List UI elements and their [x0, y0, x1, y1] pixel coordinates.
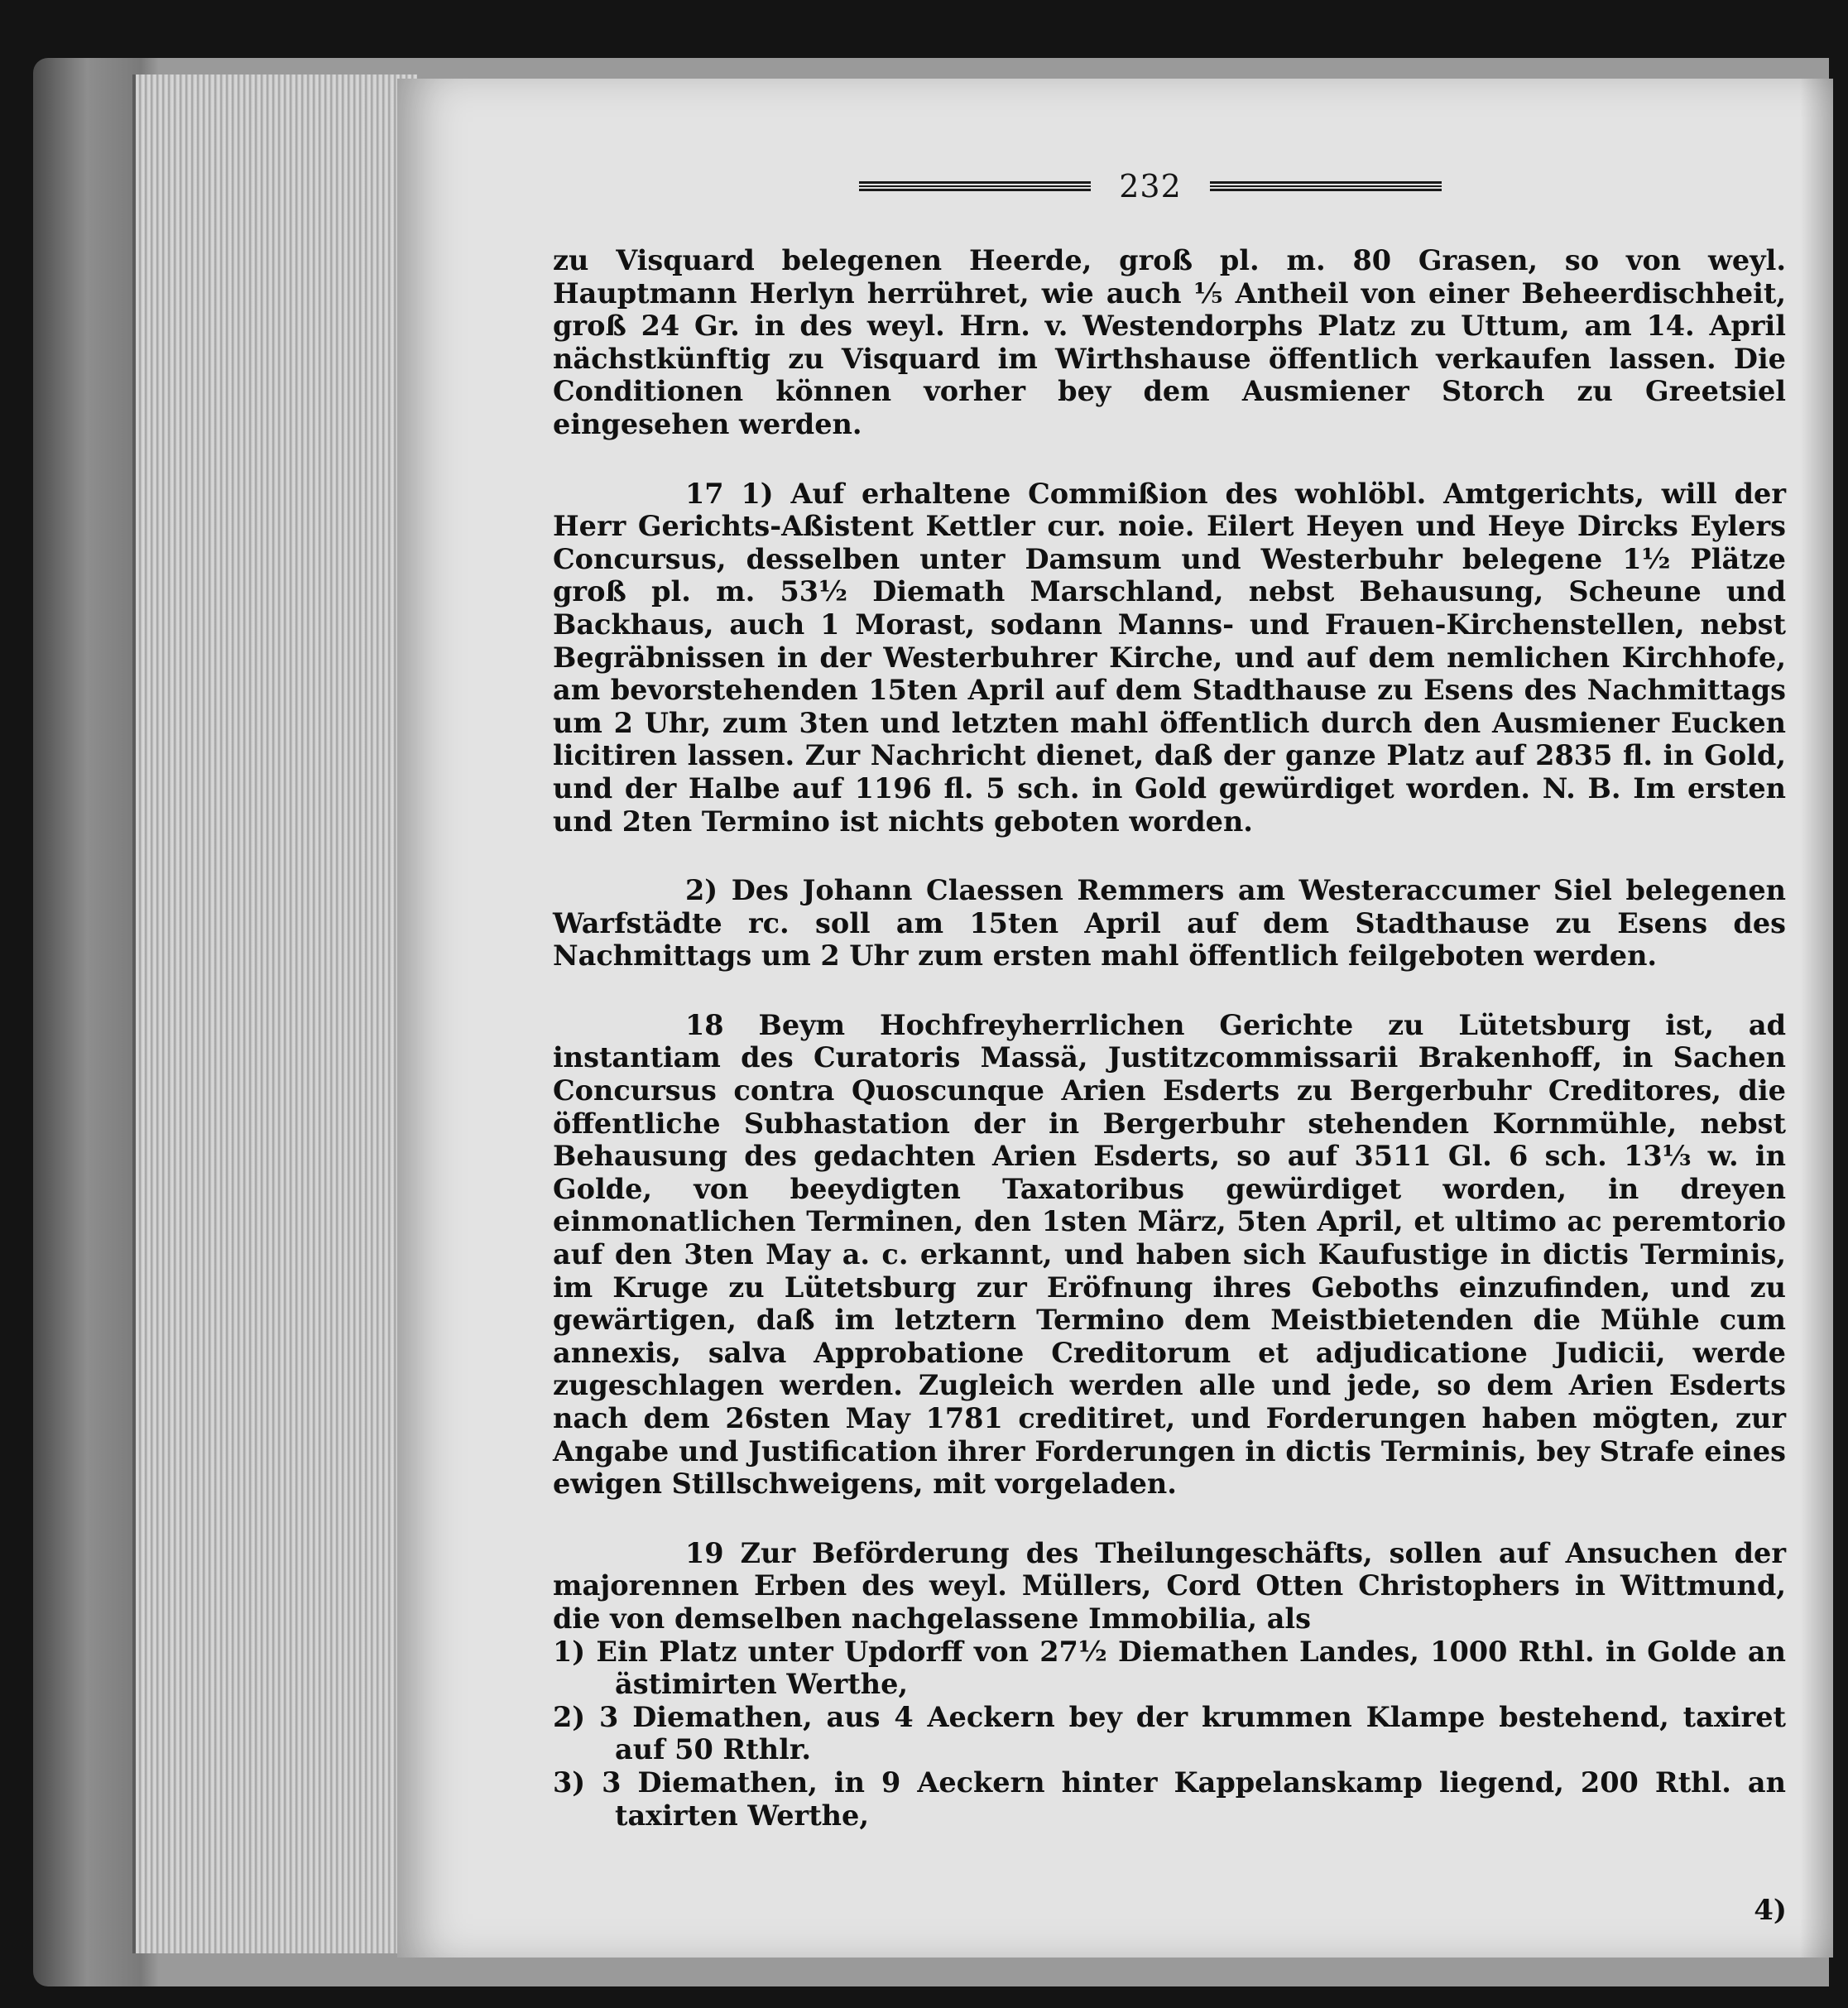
catchword: 4): [1754, 1894, 1787, 1927]
page-text: [553, 244, 1786, 1832]
paragraph-gap: [553, 838, 1786, 874]
paragraph-gap: [553, 1501, 1786, 1537]
paragraph-gap: [553, 973, 1786, 1009]
paragraph-1: zu Visquard belegenen Heerde, groß pl. m. 80 Grasen, so von weyl. Hauptmann Herlyn herrühret, wie auch ⅕ Antheil von einer Beheerdischheit, groß 24 Gr. in des weyl. Hrn. v. Westendorphs Platz zu Uttum, am 14. April nächstkünftig zu Visquard im Wirthshause öffentlich verkaufen lassen. Die Conditionen können vorher bey dem Ausmiener Storch zu Greetsiel eingesehen werden.: [553, 244, 1786, 440]
page-edges: [132, 74, 417, 1953]
page-number: 232: [1119, 168, 1182, 204]
page-gutter-shadow: [1800, 79, 1833, 1958]
page-header: [828, 170, 1473, 203]
list-item: 3) 3 Diemathen, in 9 Aeckern hinter Kappelanskamp liegend, 200 Rthl. an taxirten Werthe,: [553, 1765, 1786, 1832]
header-rule-left: [859, 181, 1091, 191]
list-item: 2) 3 Diemathen, aus 4 Aeckern bey der krummen Klampe bestehend, taxiret auf 50 Rthlr.: [553, 1700, 1786, 1766]
paragraph-17-2: 2) Des Johann Claessen Remmers am Westeraccumer Siel belegenen Warfstädte rc. soll am 15ten April auf dem Stadthause zu Esens des Nachmittags um 2 Uhr zum ersten mahl öffentlich feilgeboten werden.: [553, 874, 1786, 973]
paragraph-gap: [553, 441, 1786, 478]
paragraph-17-1: 17 1) Auf erhaltene Commißion des wohlöbl. Amtgerichts, will der Herr Gerichts-Aßistent Kettler cur. noie. Eilert Heyen und Heye Dircks Eylers Concursus, desselben unter Damsum und Westerbuhr belegene 1½ Plätze groß pl. m. 53½ Diemath Marschland, nebst Behausung, Scheune und Backhaus, auch 1 Morast, sodann Manns- und Frauen-Kirchenstellen, nebst Begräbnissen in der Westerbuhrer Kirche, und auf dem nemlichen Kirchhofe, am bevorstehenden 15ten April auf dem Stadthause zu Esens des Nachmittags um 2 Uhr, zum 3ten und letzten mahl öffentlich durch den Ausmiener Eucken licitiren lassen. Zur Nachricht dienet, daß der ganze Platz auf 2835 fl. in Gold, und der Halbe auf 1196 fl. 5 sch. in Gold gewürdiget worden. N. B. Im ersten und 2ten Termino ist nichts geboten worden.: [553, 477, 1786, 838]
list-item: 1) Ein Platz unter Updorff von 27½ Diemathen Landes, 1000 Rthl. in Golde an ästimirten Werthe,: [553, 1635, 1786, 1701]
header-rule-right: [1210, 181, 1442, 191]
paragraph-19: 19 Zur Beförderung des Theilungeschäfts, sollen auf Ansuchen der majorennen Erben des weyl. Müllers, Cord Otten Christophers in Wittmund, die von demselben nachgelassene Immobilia, als: [553, 1536, 1786, 1635]
paragraph-18: 18 Beym Hochfreyherrlichen Gerichte zu Lütetsburg ist, ad instantiam des Curatoris Massä, Justitzcommissarii Brakenhoff, in Sachen Concursus contra Quoscunque Arien Esderts zu Bergerbuhr Creditores, die öffentliche Subhastation der in Bergerbuhr stehenden Kornmühle, nebst Behausung des gedachten Arien Esderts, so auf 3511 Gl. 6 sch. 13⅓ w. in Golde, von beeydigten Taxatoribus gewürdiget worden, in dreyen einmonatlichen Terminen, den 1sten März, 5ten April, et ultimo ac peremtorio auf den 3ten May a. c. erkannt, und haben sich Kaufustige in dictis Terminis, im Kruge zu Lütetsburg zur Eröfnung ihres Geboths einzufinden, und zu gewärtigen, daß im letztern Termino dem Meistbietenden die Mühle cum annexis, salva Approbatione Creditorum et adjudicatione Judicii, werde zugeschlagen werden. Zugleich werden alle und jede, so dem Arien Esderts nach dem 26sten May 1781 creditiret, und Forderungen haben mögten, zur Angabe und Justification ihrer Forderungen in dictis Terminis, bey Strafe eines ewigen Stillschweigens, mit vorgeladen.: [553, 1008, 1786, 1501]
book-page: [397, 79, 1833, 1958]
